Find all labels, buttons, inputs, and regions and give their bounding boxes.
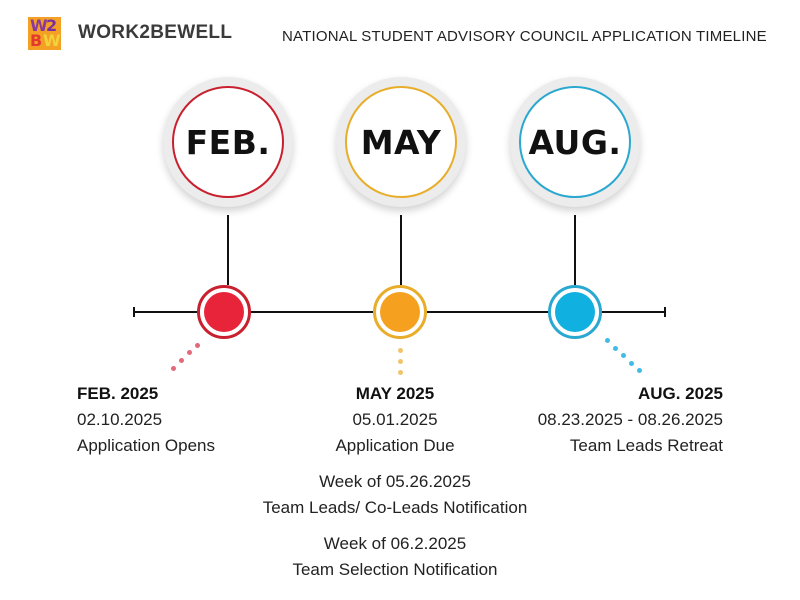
milestone-may-details bbox=[245, 381, 545, 583]
month-badge-label: AUG. bbox=[528, 122, 622, 162]
milestone-heading: AUG. 2025 bbox=[637, 384, 723, 403]
work2bewell-logo: W 2 B W bbox=[30, 17, 61, 50]
milestone-event: Team Selection Notification bbox=[292, 560, 498, 579]
timeline-node-feb bbox=[197, 285, 251, 339]
month-badge-may bbox=[336, 77, 466, 207]
milestone-event: Team Leads/ Co-Leads Notification bbox=[262, 498, 528, 517]
milestone-date: 05.01.2025 bbox=[352, 410, 438, 429]
milestone-date: Week of 06.2.2025 bbox=[323, 534, 467, 553]
connector-line-feb bbox=[227, 215, 229, 285]
brand-name: WORK2BEWELL bbox=[78, 22, 233, 43]
month-badge-label: MAY bbox=[360, 122, 442, 162]
milestone-aug-details bbox=[538, 381, 723, 459]
connector-line-may bbox=[400, 215, 402, 285]
milestone-event: Application Opens bbox=[77, 436, 215, 455]
milestone-date: 02.10.2025 bbox=[77, 410, 163, 429]
timeline-node-may bbox=[373, 285, 427, 339]
node-core-icon bbox=[555, 292, 595, 332]
month-badge-aug bbox=[510, 77, 640, 207]
milestone-feb-details bbox=[77, 381, 215, 459]
page-title: NATIONAL STUDENT ADVISORY COUNCIL APPLICATION TIMELINE bbox=[282, 28, 767, 45]
milestone-date: 08.23.2025 - 08.26.2025 bbox=[537, 410, 723, 429]
timeline-end-cap bbox=[664, 307, 666, 317]
timeline-node-aug bbox=[548, 285, 602, 339]
milestone-date: Week of 05.26.2025 bbox=[319, 472, 471, 491]
milestone-event: Team Leads Retreat bbox=[569, 436, 723, 455]
timeline-start-cap bbox=[133, 307, 135, 317]
milestone-heading: FEB. 2025 bbox=[77, 384, 159, 403]
node-core-icon bbox=[204, 292, 244, 332]
milestone-event: Application Due bbox=[335, 436, 455, 455]
milestone-heading: MAY 2025 bbox=[355, 384, 435, 403]
month-badge-label: FEB. bbox=[185, 122, 271, 162]
connector-line-aug bbox=[574, 215, 576, 285]
month-badge-feb bbox=[163, 77, 293, 207]
node-core-icon bbox=[380, 292, 420, 332]
